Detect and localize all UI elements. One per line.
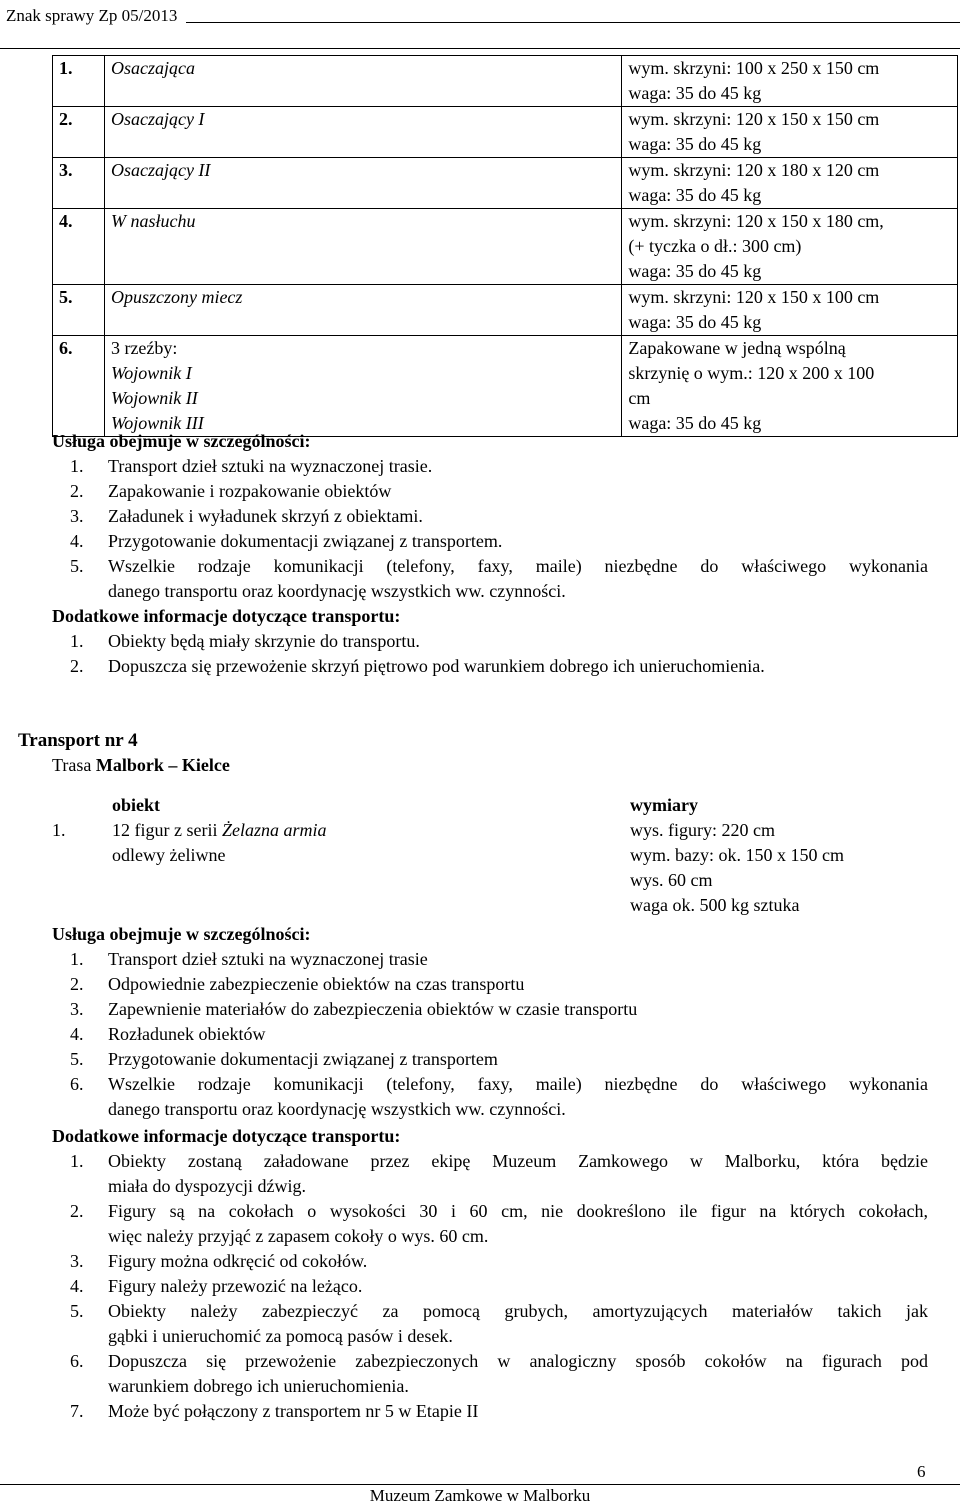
extra-info-heading: Dodatkowe informacje dotyczące transportu: [52, 606, 401, 626]
service-heading: Usługa obejmuje w szczególności: [52, 924, 311, 944]
table-row [53, 56, 958, 107]
header-rule-short [186, 22, 960, 23]
list-item: Obiekty zostaną załadowane przez ekipę Muzeum Zamkowego w Malborku, która będzie [108, 1151, 928, 1171]
list-item-number: 1. [70, 456, 84, 476]
object-name: Osaczający I [104, 107, 621, 158]
object-dimensions [630, 818, 932, 918]
column-header-obiekt: obiekt [112, 795, 161, 815]
list-item-continuation: danego transportu oraz koordynację wszystkich ww. czynności. [108, 1099, 566, 1119]
route-from: Malbork [95, 755, 164, 775]
document-header-title: Znak sprawy Zp 05/2013 [6, 6, 178, 25]
weight-line: waga: 35 do 45 kg [628, 413, 762, 433]
object-name: Opuszczony miecz [104, 285, 621, 336]
list-item: Przygotowanie dokumentacji związanej z transportem. [108, 531, 503, 551]
list-item-continuation: warunkiem dobrego ich unieruchomienia. [108, 1376, 409, 1396]
dims-line: cm [628, 388, 651, 408]
sub-object-name: Wojownik III [110, 413, 204, 433]
object-dimensions [622, 336, 958, 437]
object-name: W nasłuchu [104, 209, 621, 285]
list-item-number: 5. [70, 1049, 84, 1069]
object-dimensions [622, 158, 958, 209]
route-dash: – [163, 755, 182, 775]
object-name [104, 336, 621, 437]
list-item-number: 1. [70, 1151, 84, 1171]
table-row [52, 818, 932, 918]
list-item-number: 3. [70, 999, 84, 1019]
route-prefix: Trasa [52, 755, 96, 775]
list-item-number: 2. [70, 974, 84, 994]
weight-line: waga: 35 do 45 kg [628, 312, 762, 332]
series-name: Żelazna armia [221, 820, 327, 840]
row-number: 2. [53, 107, 105, 158]
group-label: 3 rzeźby: [110, 338, 178, 358]
weight-line: waga: 35 do 45 kg [628, 134, 762, 154]
list-item-number: 1. [70, 949, 84, 969]
dims-line: Zapakowane w jedną wspólną [628, 338, 846, 358]
dims-line: wym. skrzyni: 120 x 150 x 180 cm, [628, 211, 884, 231]
row-number: 1. [53, 56, 105, 107]
weight-line: waga: 35 do 45 kg [628, 261, 762, 281]
dims-line: (+ tyczka o dł.: 300 cm) [628, 236, 802, 256]
object-name-line [112, 818, 630, 843]
list-item: Figury można odkręcić od cokołów. [108, 1251, 368, 1271]
sub-object-name: Wojownik I [110, 363, 192, 383]
list-item-number: 3. [70, 1251, 84, 1271]
list-item-number: 4. [70, 1276, 84, 1296]
object-dimensions [622, 285, 958, 336]
row-number: 4. [53, 209, 105, 285]
list-item-number: 3. [70, 506, 84, 526]
weight-line: waga: 35 do 45 kg [628, 185, 762, 205]
row-number: 1. [52, 820, 66, 840]
sculptures-table [52, 55, 958, 437]
weight-line: waga: 35 do 45 kg [628, 83, 762, 103]
list-item-number: 5. [70, 1301, 84, 1321]
list-item: Przygotowanie dokumentacji związanej z transportem [108, 1049, 498, 1069]
table-row [53, 285, 958, 336]
list-item: Załadunek i wyładunek skrzyń z obiektami. [108, 506, 423, 526]
list-item: Obiekty będą miały skrzynie do transportu. [108, 631, 420, 651]
list-item-number: 2. [70, 1201, 84, 1221]
section-title: Transport nr 4 [18, 730, 138, 751]
dims-line: skrzynię o wym.: 120 x 200 x 100 [628, 363, 875, 383]
object-name [112, 818, 630, 918]
dims-line: wys. 60 cm [630, 870, 713, 890]
extra-info-heading: Dodatkowe informacje dotyczące transportu: [52, 1126, 401, 1146]
list-item-number: 7. [70, 1401, 84, 1421]
object-name: Osaczający II [104, 158, 621, 209]
dims-line: wym. skrzyni: 120 x 180 x 120 cm [628, 160, 880, 180]
list-item-continuation: gąbki i unieruchomić za pomocą pasów i desek. [108, 1326, 453, 1346]
list-item: Transport dzieł sztuki na wyznaczonej trasie. [108, 456, 433, 476]
table-header-row [52, 793, 932, 818]
list-item: Zapakowanie i rozpakowanie obiektów [108, 481, 392, 501]
object-dimensions [622, 56, 958, 107]
dims-line: wym. skrzyni: 120 x 150 x 150 cm [628, 109, 880, 129]
object-name: Osaczająca [104, 56, 621, 107]
list-item: Może być połączony z transportem nr 5 w Etapie II [108, 1401, 479, 1421]
page-number: 6 [917, 1462, 926, 1481]
list-item-continuation: miała do dyspozycji dźwig. [108, 1176, 306, 1196]
dims-line: wym. skrzyni: 100 x 250 x 150 cm [628, 58, 880, 78]
list-item: Dopuszcza się przewożenie zabezpieczonych w analogiczny sposób cokołów na figurach pod [108, 1351, 928, 1371]
sub-object-name: Wojownik II [110, 388, 198, 408]
list-item: Wszelkie rodzaje komunikacji (telefony, faxy, maile) niezbędne do właściwego wykonania [108, 1074, 928, 1094]
list-item: Odpowiednie zabezpieczenie obiektów na czas transportu [108, 974, 525, 994]
header-rule [0, 48, 960, 49]
row-number: 3. [53, 158, 105, 209]
list-item-number: 1. [70, 631, 84, 651]
list-item-number: 6. [70, 1074, 84, 1094]
list-item: Zapewnienie materiałów do zabezpieczenia obiektów w czasie transportu [108, 999, 638, 1019]
footer-rule [0, 1484, 960, 1485]
list-item: Transport dzieł sztuki na wyznaczonej trasie [108, 949, 428, 969]
dims-line: wym. skrzyni: 120 x 150 x 100 cm [628, 287, 880, 307]
row-number: 6. [53, 336, 105, 437]
route [52, 753, 230, 778]
list-item-number: 2. [70, 481, 84, 501]
object-material: odlewy żeliwne [112, 845, 226, 865]
list-item: Figury należy przewozić na leżąco. [108, 1276, 363, 1296]
footer-institution: Muzeum Zamkowe w Malborku [369, 1486, 591, 1505]
object-dimensions [622, 209, 958, 285]
object-dimensions [622, 107, 958, 158]
list-item-continuation: więc należy przyjąć z zapasem cokoły o wys. 60 cm. [108, 1226, 489, 1246]
list-item: Dopuszcza się przewożenie skrzyń piętrowo pod warunkiem dobrego ich unieruchomienia. [108, 656, 765, 676]
list-item: Figury są na cokołach o wysokości 30 i 60 cm, nie dookreślono ile figur na których cokołach, [108, 1201, 928, 1221]
table-row [53, 107, 958, 158]
service-heading: Usługa obejmuje w szczególności: [52, 431, 311, 451]
column-header-wymiary: wymiary [630, 795, 698, 815]
table-row [53, 209, 958, 285]
list-item-continuation: danego transportu oraz koordynację wszystkich ww. czynności. [108, 581, 566, 601]
list-item-number: 2. [70, 656, 84, 676]
list-item: Wszelkie rodzaje komunikacji (telefony, faxy, maile) niezbędne do właściwego wykonania [108, 556, 928, 576]
weight-line: waga ok. 500 kg sztuka [630, 895, 800, 915]
list-item: Obiekty należy zabezpieczyć za pomocą grubych, amortyzujących materiałów takich jak [108, 1301, 928, 1321]
list-item-number: 4. [70, 1024, 84, 1044]
name-prefix: 12 figur z serii [112, 820, 222, 840]
table-row [53, 336, 958, 437]
table-row [53, 158, 958, 209]
route-to: Kielce [181, 755, 230, 775]
list-item-number: 4. [70, 531, 84, 551]
list-item-number: 6. [70, 1351, 84, 1371]
dims-line: wym. bazy: ok. 150 x 150 cm [630, 845, 844, 865]
list-item-number: 5. [70, 556, 84, 576]
transport4-object-table [52, 793, 932, 918]
list-item: Rozładunek obiektów [108, 1024, 266, 1044]
dims-line: wys. figury: 220 cm [630, 820, 775, 840]
row-number: 5. [53, 285, 105, 336]
